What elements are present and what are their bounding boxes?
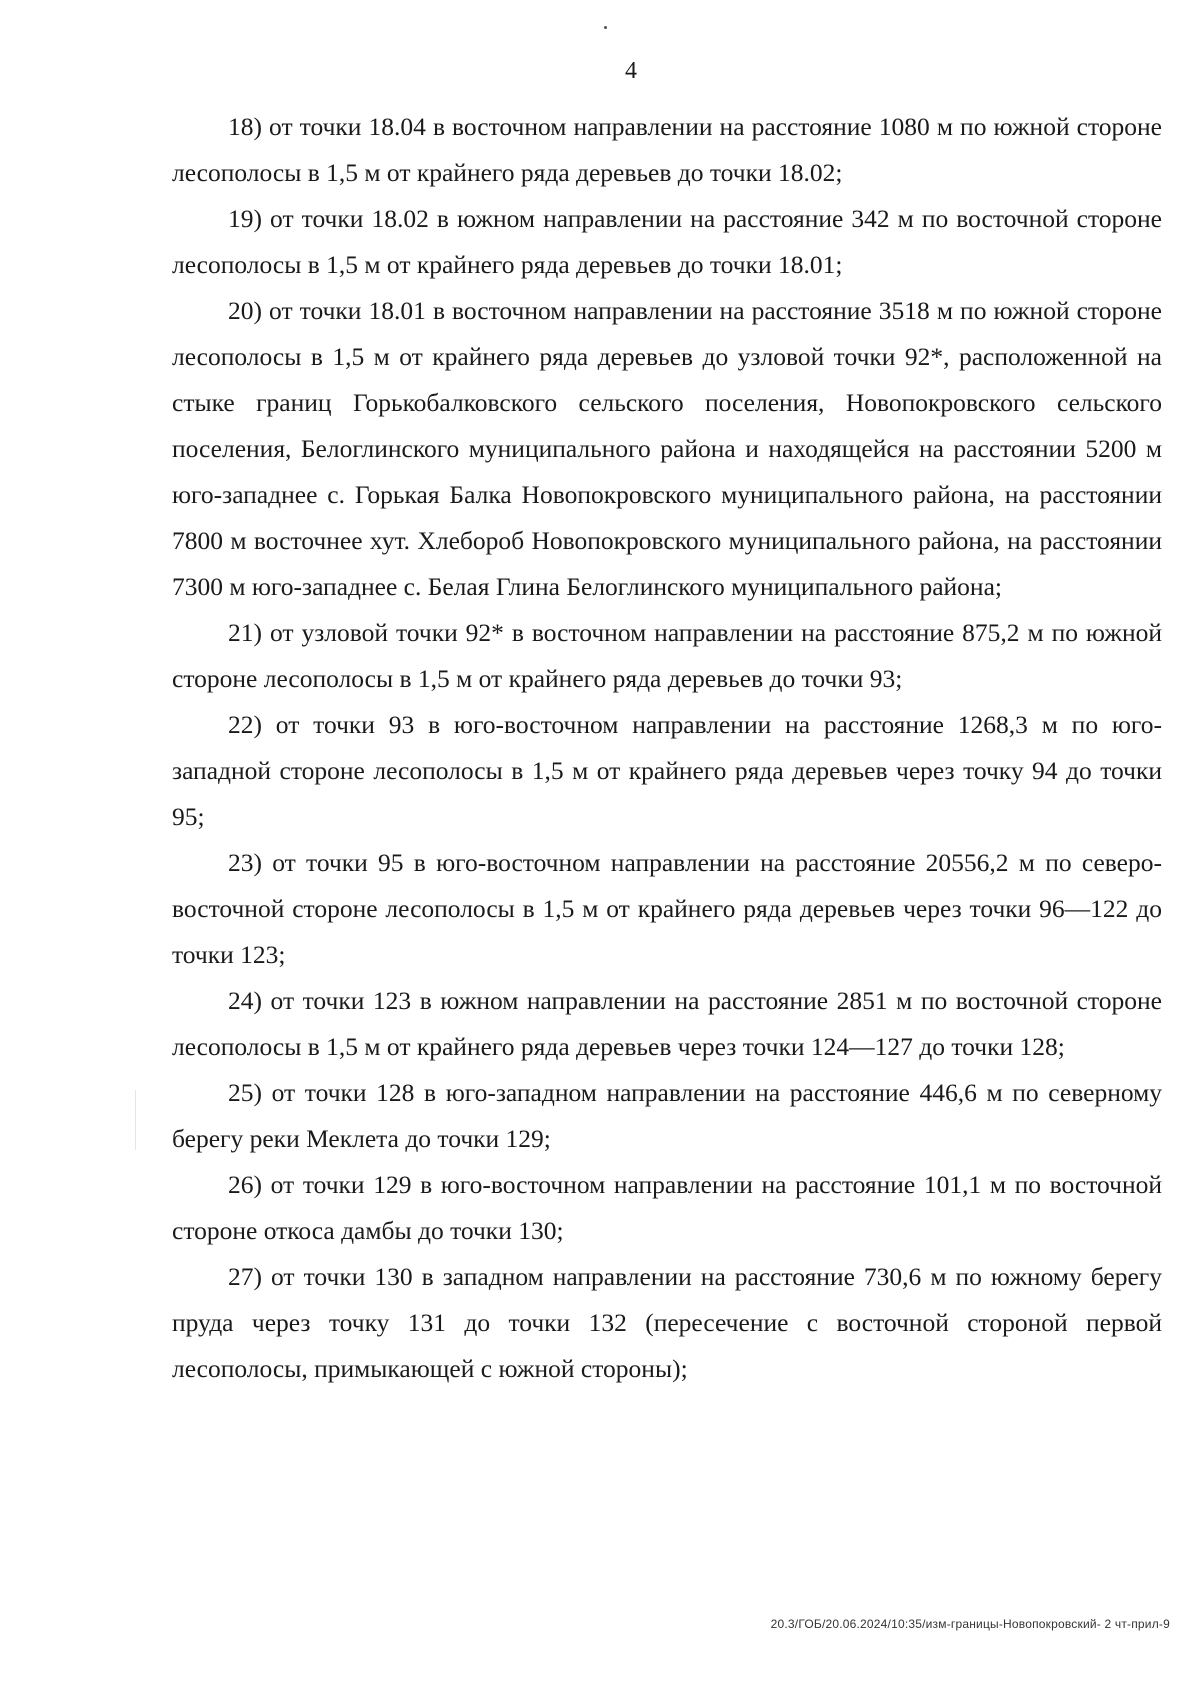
paragraph-24: 24) от точки 123 в южном направлении на расстояние 2851 м по восточной стороне лесополосы в 1,5 м от крайнего ряда деревьев через точки 124—127 до точки 128; <box>172 986 1162 1061</box>
document-footer-code: 20.3/ГОБ/20.06.2024/10:35/изм-границы-Новопокровский- 2 чт-прил-9 <box>770 1617 1170 1631</box>
paragraph-19: 19) от точки 18.02 в южном направлении на расстояние 342 м по восточной стороне лесополосы в 1,5 м от крайнего ряда деревьев до точки 18.01; <box>172 204 1162 279</box>
paragraph-23: 23) от точки 95 в юго-восточном направлении на расстояние 20556,2 м по северо-восточной стороне лесополосы в 1,5 м от крайнего ряда деревьев через точки 96—122 до точки 123; <box>172 848 1162 969</box>
page-number: 4 <box>625 58 637 84</box>
paragraph-21: 21) от узловой точки 92* в восточном направлении на расстояние 875,2 м по южной стороне лесополосы в 1,5 м от крайнего ряда деревьев до точки 93; <box>172 618 1162 693</box>
paragraph-18: 18) от точки 18.04 в восточном направлении на расстояние 1080 м по южной стороне лесополосы в 1,5 м от крайнего ряда деревьев до точки 18.02; <box>172 112 1162 187</box>
paragraph-27: 27) от точки 130 в западном направлении на расстояние 730,6 м по южному берегу пруда через точку 131 до точки 132 (пересечение с восточной стороной первой лесополосы, примыкающей с южной стороны); <box>172 1262 1162 1383</box>
scan-margin-mark <box>135 1090 136 1150</box>
document-body <box>172 104 1162 1392</box>
paragraph-26: 26) от точки 129 в юго-восточном направлении на расстояние 101,1 м по восточной стороне откоса дамбы до точки 130; <box>172 1170 1162 1245</box>
paragraph-20: 20) от точки 18.01 в восточном направлении на расстояние 3518 м по южной стороне лесополосы в 1,5 м от крайнего ряда деревьев до узловой точки 92*, расположенной на стыке границ Горькобалковского сельского поселения, Новопокровского сельского поселения, Белоглинского муниципального района и находящейся на расстоянии 5200 м юго-западнее с. Горькая Балка Новопокровского муниципального района, на расстоянии 7800 м восточнее хут. Хлебороб Новопокровского муниципального района, на расстоянии 7300 м юго-западнее с. Белая Глина Белоглинского муниципального района; <box>172 296 1162 601</box>
paragraph-22: 22) от точки 93 в юго-восточном направлении на расстояние 1268,3 м по юго-западной стороне лесополосы в 1,5 м от крайнего ряда деревьев через точку 94 до точки 95; <box>172 710 1162 831</box>
scan-dot <box>604 26 607 29</box>
paragraph-25: 25) от точки 128 в юго-западном направлении на расстояние 446,6 м по северному берегу реки Меклета до точки 129; <box>172 1078 1162 1153</box>
